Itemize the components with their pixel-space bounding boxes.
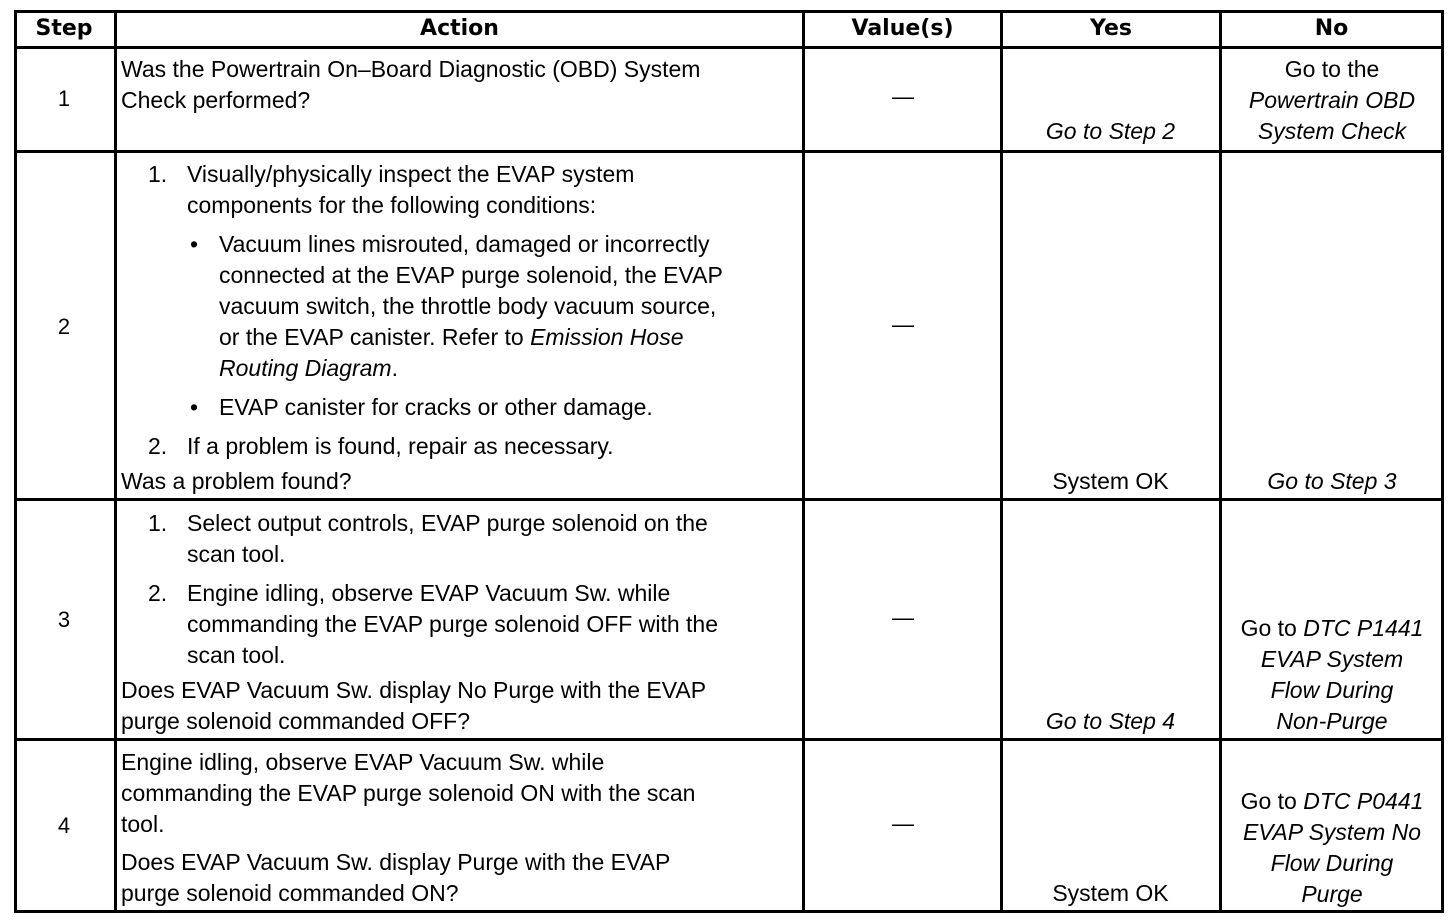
step-number-2: 2: [57, 314, 71, 339]
step-2-bullet-1-period: .: [391, 355, 398, 381]
step-3-question-line-2: purge solenoid commanded OFF?: [121, 708, 471, 734]
step-4-action-line-2: commanding the EVAP purge solenoid ON with the scan: [121, 780, 696, 806]
step-2-bullet-1-text: or the EVAP canister. Refer to: [219, 324, 531, 350]
step-4-no-link-line-3[interactable]: Flow During: [1270, 850, 1394, 876]
step-3-item-1-number: 1.: [148, 510, 168, 536]
step-3-no-link-line-2[interactable]: EVAP System: [1260, 646, 1404, 672]
step-number-4: 4: [57, 813, 71, 838]
step-1-no-prefix: Go to the: [1284, 56, 1380, 82]
step-2-item-1-line-1: Visually/physically inspect the EVAP system: [187, 161, 635, 187]
header-values: Value(s): [851, 16, 954, 41]
step-2-item-1-number: 1.: [148, 161, 168, 187]
step-2-yes: System OK: [1052, 468, 1169, 494]
step-3-item-2-number: 2.: [148, 580, 168, 606]
header-step: Step: [35, 16, 93, 41]
step-4-no-line-1: [1222, 786, 1442, 817]
step-1-no-link-line-2[interactable]: System Check: [1257, 118, 1407, 144]
step-1-action-line-2: Check performed?: [121, 87, 311, 113]
step-2-bullet-1-line-5: [219, 353, 398, 384]
step-4-action-line-3: tool.: [121, 811, 165, 837]
step-2-bullet-1-line-3: vacuum switch, the throttle body vacuum source,: [219, 293, 717, 319]
step-4-value: —: [892, 811, 914, 836]
step-1-action-line-1: Was the Powertrain On–Board Diagnostic (OBD) System: [121, 56, 701, 82]
step-3-item-2-line-1: Engine idling, observe EVAP Vacuum Sw. while: [187, 580, 671, 606]
step-3-no-line-1: [1222, 613, 1442, 644]
step-3-item-1-line-2: scan tool.: [187, 541, 286, 567]
emission-hose-routing-link-cont[interactable]: Routing Diagram: [219, 355, 392, 381]
header-no: No: [1314, 16, 1349, 41]
step-2-bullet-1-line-2: connected at the EVAP purge solenoid, the EVAP: [219, 262, 723, 288]
step-2-bullet-1-marker: •: [190, 231, 199, 257]
step-3-item-1-line-1: Select output controls, EVAP purge solenoid on the: [187, 510, 708, 536]
step-2-question: Was a problem found?: [121, 468, 352, 494]
step-2-bullet-2: EVAP canister for cracks or other damage.: [219, 394, 653, 420]
step-3-item-2-line-2: commanding the EVAP purge solenoid OFF with the: [187, 611, 718, 637]
step-2-bullet-1-line-1: Vacuum lines misrouted, damaged or incorrectly: [219, 231, 710, 257]
step-4-question-line-1: Does EVAP Vacuum Sw. display Purge with the EVAP: [121, 849, 671, 875]
step-4-no-link-line-4[interactable]: Purge: [1301, 881, 1363, 907]
step-2-no-link[interactable]: Go to Step 3: [1267, 468, 1397, 494]
header-action: Action: [420, 16, 499, 41]
step-3-no-prefix: Go to: [1240, 615, 1304, 641]
row-divider-3: [14, 738, 1444, 741]
step-3-yes-link[interactable]: Go to Step 4: [1045, 708, 1176, 734]
step-4-no-prefix: Go to: [1240, 788, 1304, 814]
step-3-question-line-1: Does EVAP Vacuum Sw. display No Purge with the EVAP: [121, 677, 707, 703]
step-2-item-2: If a problem is found, repair as necessary.: [187, 433, 614, 459]
step-3-no-link-line-3[interactable]: Flow During: [1270, 677, 1394, 703]
step-4-no-link-line-2[interactable]: EVAP System No: [1242, 819, 1422, 845]
header-yes: Yes: [1090, 16, 1132, 41]
step-number-3: 3: [57, 607, 71, 632]
step-4-action-line-1: Engine idling, observe EVAP Vacuum Sw. while: [121, 749, 605, 775]
col-divider-step: [114, 10, 117, 913]
step-4-question-line-2: purge solenoid commanded ON?: [121, 880, 459, 906]
step-3-value: —: [892, 605, 914, 630]
table-border-bottom: [14, 910, 1444, 913]
step-2-bullet-2-marker: •: [190, 394, 199, 420]
col-divider-action: [802, 10, 805, 913]
dtc-p0441-link[interactable]: DTC P0441: [1303, 788, 1424, 814]
step-2-item-2-number: 2.: [148, 433, 168, 459]
step-2-bullet-1-line-4: [219, 322, 683, 353]
step-3-no-link-line-4[interactable]: Non-Purge: [1276, 708, 1388, 734]
step-1-yes-link[interactable]: Go to Step 2: [1045, 118, 1176, 144]
step-2-item-1-line-2: components for the following conditions:: [187, 192, 597, 218]
header-divider: [14, 46, 1444, 49]
emission-hose-routing-link[interactable]: Emission Hose: [530, 324, 684, 350]
step-1-no-link-line-1[interactable]: Powertrain OBD: [1248, 87, 1416, 113]
step-number-1: 1: [57, 86, 71, 111]
row-divider-2: [14, 498, 1444, 501]
dtc-p1441-link[interactable]: DTC P1441: [1303, 615, 1424, 641]
step-1-value: —: [892, 84, 914, 109]
row-divider-1: [14, 150, 1444, 153]
table-border-left: [14, 10, 17, 913]
step-3-item-2-line-3: scan tool.: [187, 642, 286, 668]
step-4-yes: System OK: [1052, 880, 1169, 906]
step-2-value: —: [892, 312, 914, 337]
